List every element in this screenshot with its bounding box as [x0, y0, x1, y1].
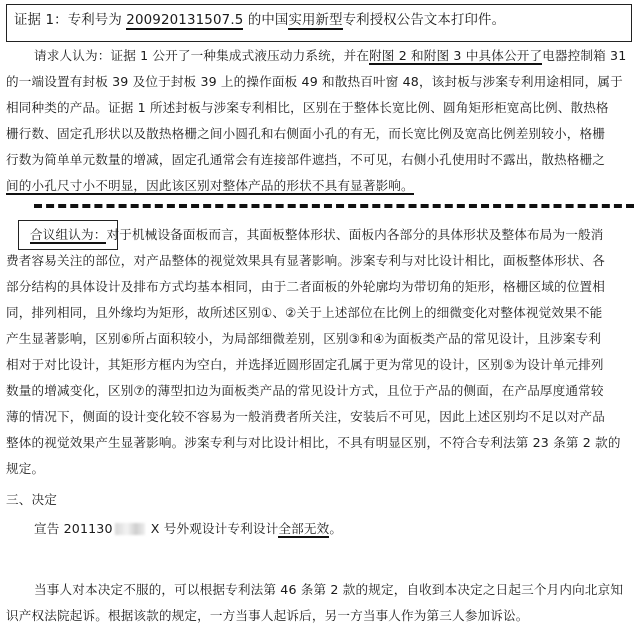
- panel-line-6: 相对于对比设计，其矩形方框内为空白，并选择近圆形固定孔属于更为常见的设计，区别⑤为设计单元排列: [6, 357, 604, 372]
- decision-prefix: 宣告 201130: [34, 521, 113, 536]
- claimant-line-1-underlined: 附图 2 和附图 3 中具体公开了: [369, 48, 543, 63]
- decision-line: [34, 521, 342, 537]
- claimant-line-5: 行数为简单单元数量的增减，固定孔通常会有连接部件遮挡，不可见，右侧小孔使用时不露出，散热格栅之: [6, 152, 605, 167]
- claimant-line-3: 相同种类的产品。证据 1 所述封板与涉案专利相比，区别在于整体长宽比例、圆角矩形柜宽高比例、散热格: [6, 100, 609, 115]
- evidence-label: 证据 1：: [14, 13, 68, 28]
- utility-word: 实用: [288, 13, 316, 28]
- patent-prefix: 专利号为: [67, 13, 127, 28]
- decision-heading: 三、决定: [6, 492, 57, 507]
- claimant-line-1: [34, 48, 626, 64]
- panel-line-10: 规定。: [6, 461, 45, 476]
- appeal-line-2: 识产权法院起诉。根据该款的规定，一方当事人起诉后，另一方当事人作为第三人参加诉讼。: [6, 608, 529, 623]
- dashed-separator: [34, 204, 634, 208]
- claimant-line-4: 栅行数、固定孔形状以及散热格栅之间小圆孔和右侧面小孔的有无，而长宽比例及宽高比例差别较小，格栅: [6, 126, 605, 141]
- claimant-line-1-tail: 电器控制箱 31: [542, 48, 627, 63]
- claimant-line-2: 的一端设置有封板 39 及位于封板 39 上的操作面板 49 和散热百叶窗 48，该封板与涉案专利用途相同，属于: [6, 74, 623, 89]
- panel-first-line: [30, 227, 603, 243]
- new-type-word: 新型: [315, 13, 343, 28]
- evidence-header-line: [14, 13, 505, 29]
- patent-tail: 专利授权公告文本打印件。: [342, 13, 506, 28]
- decision-middle: X 号外观设计专利设计: [146, 521, 279, 536]
- claimant-line-1-text: 请求人认为：证据 1 公开了一种集成式液压动力系统，并在: [34, 48, 370, 63]
- appeal-line-1: 当事人对本决定不服的，可以根据专利法第 46 条第 2 款的规定，自收到本决定之日起三个月内向北京知: [34, 582, 624, 597]
- panel-label: 合议组认为：: [30, 227, 107, 242]
- panel-line-2: 费者容易关注的部位，对产品整体的视觉效果具有显著影响。涉案专利与对比设计相比，面板整体形状、各: [6, 253, 605, 268]
- panel-line-3: 部分结构的具体设计及排布方式均基本相同，由于二者面板的外轮廓均为带切角的矩形，格栅区域的位置相: [6, 279, 605, 294]
- panel-line-4: 同，排列相同，且外缘均为矩形，故所述区别①、②关于上述部位在比例上的细微变化对整体视觉效果不能: [6, 305, 603, 320]
- panel-line-9: 整体的视觉效果产生显著影响。涉案专利与对比设计相比，不具有明显区别，不符合专利法第 23 条第 2 款的: [6, 435, 621, 450]
- patent-number: 200920131507.5: [126, 13, 244, 28]
- patent-middle: 的中国: [243, 13, 289, 28]
- panel-line-5: 产生显著影响，区别⑥所占面积较小，为局部细微差别，区别③和④为面板类产品的常见设计，且涉案专利: [6, 331, 602, 346]
- redacted-number-mark: [115, 523, 145, 535]
- panel-line-7: 数量的增减变化，区别⑦的薄型扣边为面板类产品的常见设计方式，且位于产品的侧面，在产品厚度通常较: [6, 383, 604, 398]
- decision-invalid-underlined: 全部无效: [278, 521, 330, 536]
- claimant-line-6-underlined: 间的小孔尺寸小不明显，因此该区别对整体产品的形状不具有显著影响。: [6, 178, 414, 193]
- claimant-line-6: [6, 178, 414, 194]
- panel-first-text: 对于机械设备面板而言，其面板整体形状、面板内各部分的具体形状及整体布局为一般消: [106, 227, 604, 242]
- panel-line-8: 薄的情况下，侧面的设计变化较不容易为一般消费者所关注，安装后不可见，因此上述区别均不足以对产品: [6, 409, 605, 424]
- decision-tail: 。: [329, 521, 343, 536]
